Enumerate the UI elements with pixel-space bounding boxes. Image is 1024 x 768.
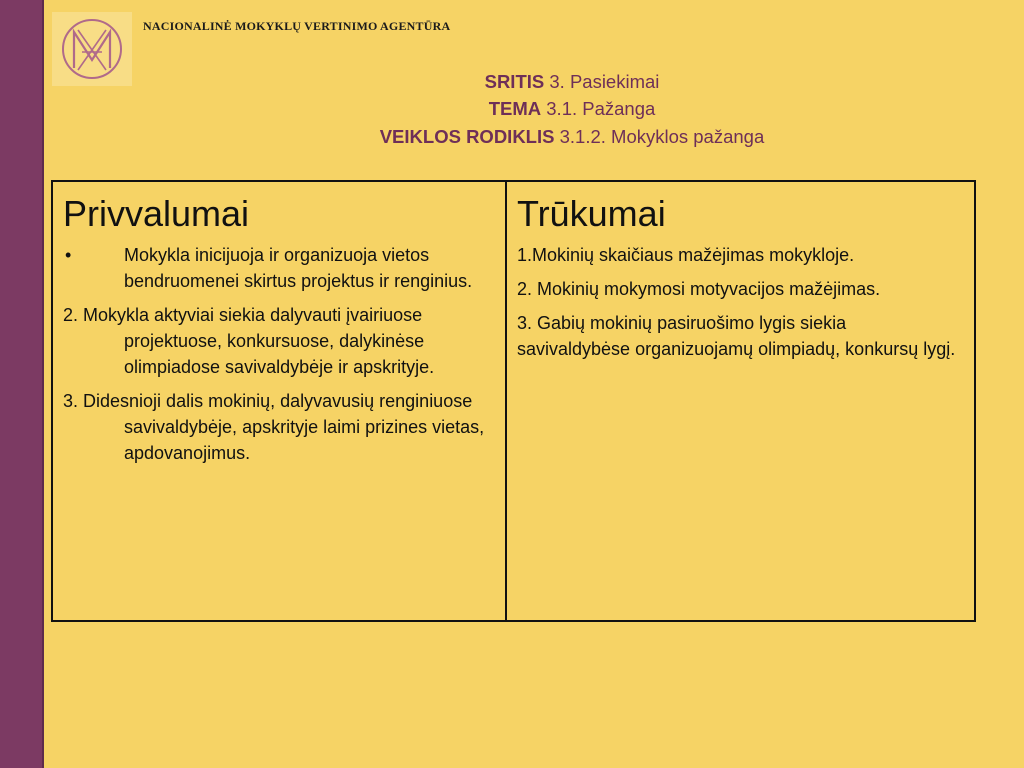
sritis-value: 3. Pasiekimai bbox=[544, 71, 660, 92]
strength-item bbox=[63, 242, 493, 294]
weakness-item: 1.Mokinių skaičiaus mažėjimas mokykloje. bbox=[517, 245, 855, 265]
rodiklis-value: 3.1.2. Mokyklos pažanga bbox=[554, 126, 765, 147]
tema-line bbox=[120, 97, 1024, 121]
strength-item: 3. Didesnioji dalis mokinių, dalyvavusių renginiuose savivaldybėje, apskrityje laimi prizines vietas, apdovanojimus. bbox=[63, 391, 485, 463]
sritis-line bbox=[120, 70, 1024, 94]
agency-logo-icon bbox=[56, 14, 128, 84]
weaknesses-column bbox=[507, 182, 974, 620]
strengths-heading: Privvalumai bbox=[63, 193, 250, 234]
weaknesses-heading: Trūkumai bbox=[517, 193, 666, 234]
strength-item: 2. Mokykla aktyviai siekia dalyvauti įvairiuose projektuose, konkursuose, dalykinėse olimpiadose savivaldybėje ir apskrityje. bbox=[63, 305, 435, 377]
sritis-label: SRITIS bbox=[484, 71, 545, 92]
weakness-item: 3. Gabių mokinių pasiruošimo lygis siekia savivaldybėse organizuojamų olimpiadų, konkursų lygį. bbox=[517, 313, 956, 359]
rodiklis-line bbox=[120, 125, 1024, 149]
rodiklis-label: VEIKLOS RODIKLIS bbox=[379, 126, 555, 147]
strengths-column bbox=[53, 182, 507, 620]
strengths-weaknesses-table bbox=[51, 180, 976, 622]
strength-item-text: Mokykla inicijuoja ir organizuoja vietos bendruomenei skirtus projektus ir renginius. bbox=[124, 245, 473, 291]
tema-label: TEMA bbox=[488, 98, 542, 119]
tema-value: 3.1. Pažanga bbox=[541, 98, 656, 119]
bullet-mark: • bbox=[65, 245, 72, 265]
weakness-item: 2. Mokinių mokymosi motyvacijos mažėjimas. bbox=[517, 279, 881, 299]
agency-name: NACIONALINĖ MOKYKLŲ VERTINIMO AGENTŪRA bbox=[143, 19, 451, 33]
left-sidebar-stripe bbox=[0, 0, 44, 768]
